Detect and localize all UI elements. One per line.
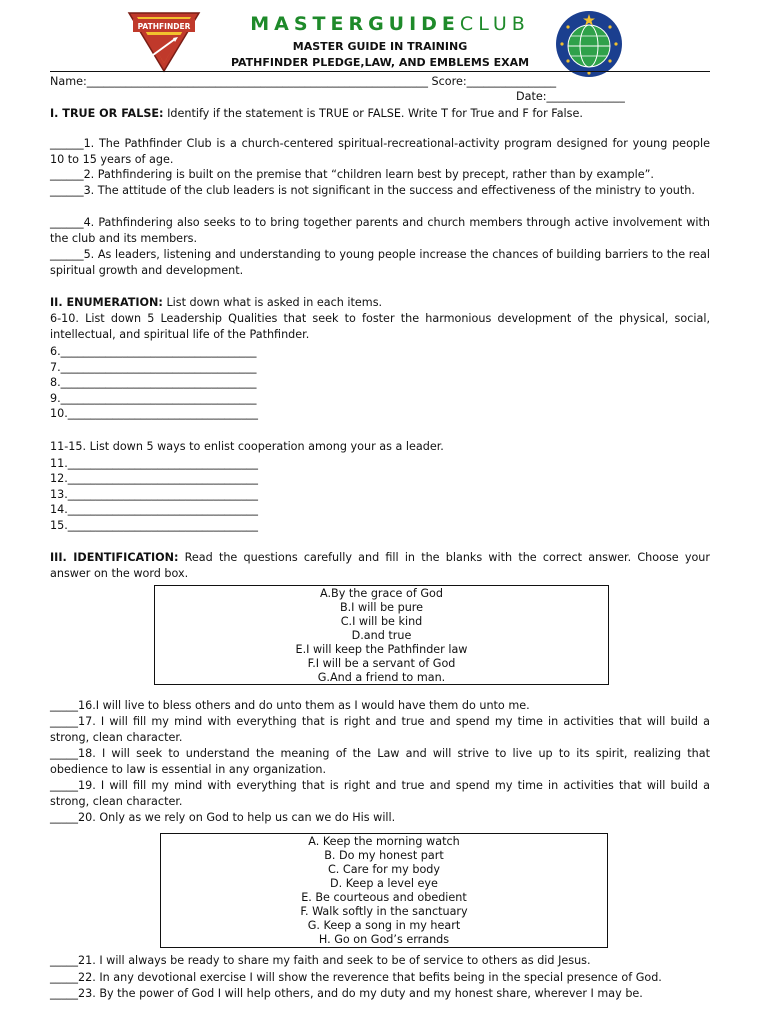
enum-blank-11: 11.__________________________________ xyxy=(50,457,258,470)
word-box-2-item: G. Keep a song in my heart xyxy=(307,919,461,932)
tf-item-1: ______1. The Pathfinder Club is a church-centered spiritual-recreational-activity program designed for young people 10 to 15 years of age. xyxy=(50,137,710,166)
tf-item-5: ______5. As leaders, listening and understanding to young people increase the chances of building barriers to the real spiritual growth and development. xyxy=(50,248,710,277)
id-item-20: _____20. Only as we rely on God to help us can we do His will. xyxy=(50,811,396,824)
date-line: Date:______________ xyxy=(516,90,625,103)
word-box-2-item: C. Care for my body xyxy=(327,863,441,876)
id-item-23: _____23. By the power of God I will help others, and do my duty and my honest share, wherever I may be. xyxy=(50,987,643,1000)
subtitle-2: PATHFINDER PLEDGE,LAW, AND EMBLEMS EXAM xyxy=(230,56,530,69)
enum-blank-13: 13.__________________________________ xyxy=(50,488,258,501)
tf-item-3: ______3. The attitude of the club leaders is not significant in the success and effectiveness of the ministry to youth. xyxy=(50,184,695,197)
section-1-instruction: Identify if the statement is TRUE or FALSE. Write T for True and F for False. xyxy=(163,107,583,120)
enum-blank-14: 14.__________________________________ xyxy=(50,503,258,516)
brand-light: CLUB xyxy=(459,13,530,35)
section-2-instruction: List down what is asked in each items. xyxy=(162,296,383,309)
word-box-1-item: D.and true xyxy=(351,629,412,642)
enum-blank-7: 7.___________________________________ xyxy=(50,361,257,374)
word-box-1-item: F.I will be a servant of God xyxy=(307,657,456,670)
logo-text: PATHFINDER xyxy=(137,22,191,31)
subtitle-1: MASTER GUIDE IN TRAINING xyxy=(292,40,468,53)
word-box-2-item: A. Keep the morning watch xyxy=(308,835,460,848)
word-box-2-item: F. Walk softly in the sanctuary xyxy=(300,905,468,918)
enum-blank-15: 15.__________________________________ xyxy=(50,519,258,532)
masterguide-logo xyxy=(554,9,624,79)
word-box-2-item: H. Go on God’s errands xyxy=(318,933,450,946)
brand-title xyxy=(210,12,570,36)
section-2-heading: II. ENUMERATION: xyxy=(50,296,163,309)
section-3-instruction: Read the questions carefully and fill in the blanks with the correct answer. Choose your answer on the word box. xyxy=(50,551,710,580)
word-box-2-item: D. Keep a level eye xyxy=(330,877,438,890)
section-2-header xyxy=(50,296,382,310)
section-1-header xyxy=(50,107,583,121)
enum-blank-6: 6.___________________________________ xyxy=(50,345,257,358)
enum-blank-9: 9.___________________________________ xyxy=(50,392,257,405)
enum-blank-8: 8.___________________________________ xyxy=(50,376,257,389)
section-3-heading: III. IDENTIFICATION: xyxy=(50,551,179,564)
pathfinder-logo xyxy=(127,11,201,73)
section-3-header xyxy=(50,550,710,582)
id-item-19: _____19. I will fill my mind with everything that is right and true and spend my time in activities that will build a strong, clean character. xyxy=(50,779,710,808)
id-item-18: _____18. I will seek to understand the meaning of the Law and will strive to live up to its spirit, realizing that obedience to law is essential in any organization. xyxy=(50,747,710,776)
id-item-17: _____17. I will fill my mind with everything that is right and true and spend my time in activities that will build a strong, clean character. xyxy=(50,715,710,744)
word-box-1-item: C.I will be kind xyxy=(340,615,423,628)
id-item-16: _____16.I will live to bless others and do unto them as I would have them do unto me. xyxy=(50,699,530,712)
word-box-1-item: B.I will be pure xyxy=(339,601,424,614)
id-item-22: _____22. In any devotional exercise I will show the reverence that befits being in the special presence of God. xyxy=(50,971,662,984)
header-divider xyxy=(50,71,710,72)
enum-question-2: 11-15. List down 5 ways to enlist cooperation among your as a leader. xyxy=(50,440,444,453)
enum-question-1: 6-10. List down 5 Leadership Qualities that seek to foster the harmonious development of the physical, social, intellectual, and spiritual life of the Pathfinder. xyxy=(50,312,710,341)
enum-blank-12: 12.__________________________________ xyxy=(50,472,258,485)
word-box-2-item: E. Be courteous and obedient xyxy=(301,891,467,904)
id-item-21: _____21. I will always be ready to share my faith and seek to be of service to others as did Jesus. xyxy=(50,954,591,967)
brand-bold: MASTERGUIDE xyxy=(250,13,460,35)
name-score-line: Name:_____________________________________________________________ Score:________________ xyxy=(50,75,557,88)
tf-item-4: ______4. Pathfindering also seeks to to bring together parents and church members through active involvement with the club and its members. xyxy=(50,216,710,245)
word-box-1 xyxy=(154,585,609,685)
word-box-1-item: E.I will keep the Pathfinder law xyxy=(295,643,468,656)
section-1-heading: I. TRUE OR FALSE: xyxy=(50,107,164,120)
word-box-2 xyxy=(160,833,608,948)
enum-blank-10: 10.__________________________________ xyxy=(50,407,258,420)
word-box-2-item: B. Do my honest part xyxy=(324,849,444,862)
tf-item-2: ______2. Pathfindering is built on the premise that “children learn best by precept, rather than by example”. xyxy=(50,168,654,181)
word-box-1-item: A.By the grace of God xyxy=(320,587,443,600)
word-box-1-item: G.And a friend to man. xyxy=(317,671,446,684)
